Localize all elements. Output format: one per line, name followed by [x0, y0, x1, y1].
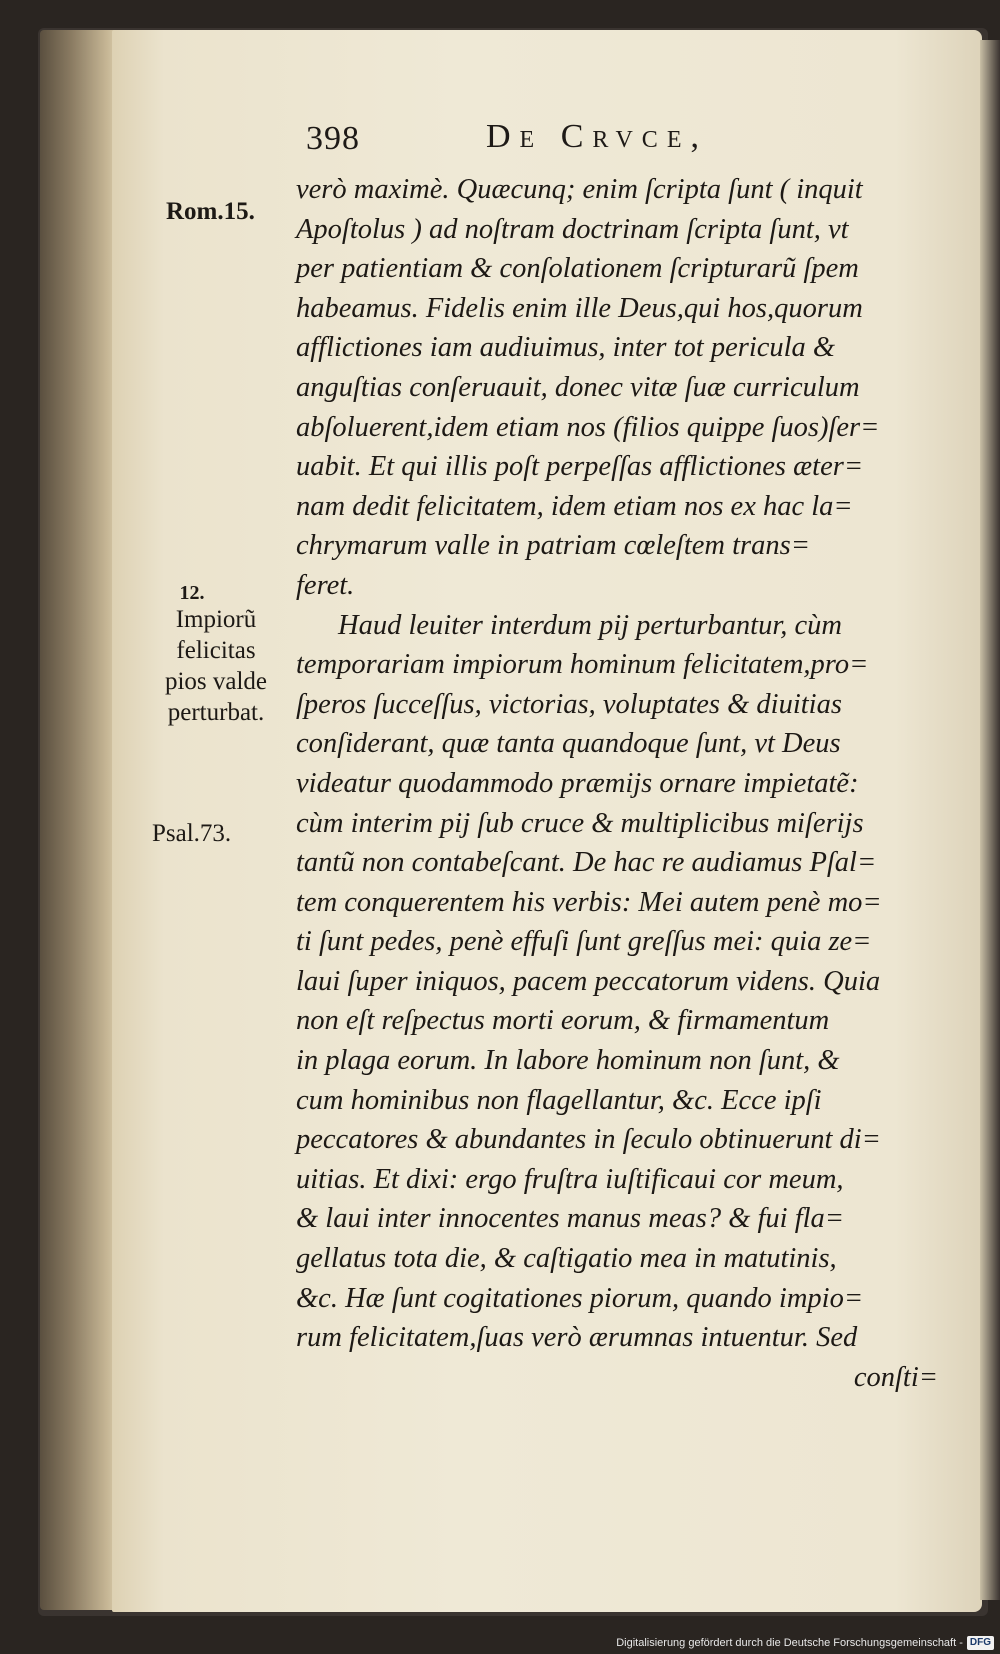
text-line: chrymarum valle in patriam cœleſtem trans= — [296, 530, 810, 562]
text-line: afflictiones iam audiuimus, inter tot pericula & — [296, 332, 836, 364]
text-line: & laui inter innocentes manus meas? & fui fla= — [296, 1203, 845, 1235]
catchword: conſti= — [853, 1361, 938, 1393]
margin-note-psal: Psal.73. — [152, 820, 232, 847]
text-line: temporariam impiorum hominum felicitatem,pro= — [296, 649, 869, 681]
running-head — [306, 118, 946, 162]
text-line: uabit. Et qui illis poſt perpeſſas afflictiones æter= — [296, 451, 864, 483]
text-line: cùm interim pij ſub cruce & multiplicibus miſerijs — [296, 807, 864, 839]
text-line: ti ſunt pedes, penè effuſi ſunt greſſus mei: quia ze= — [296, 926, 872, 958]
margin-note-line: Impiorũ — [175, 606, 257, 633]
text-line: tem conquerentem his verbis: Mei autem penè mo= — [296, 886, 882, 918]
body-text — [296, 170, 946, 1397]
margin-note-line: pios valde — [164, 668, 268, 695]
footer-text: Digitalisierung gefördert durch die Deutsche Forschungsgemeinschaft - — [616, 1637, 963, 1649]
margin-note-line: perturbat. — [167, 699, 265, 726]
text-line: per patientiam & conſolationem ſcripturarũ ſpem — [296, 253, 859, 285]
text-line: conſiderant, quæ tanta quandoque ſunt, vt Deus — [296, 728, 841, 760]
paragraph-start-line: Haud leuiter interdum pij perturbantur, cùm — [338, 609, 842, 641]
text-line: non eſt reſpectus morti eorum, & firmamentum — [296, 1005, 830, 1037]
text-line: abſoluerent,idem etiam nos (filios quippe ſuos)ſer= — [296, 411, 880, 443]
text-line: peccatores & abundantes in ſeculo obtinuerunt di= — [296, 1124, 881, 1156]
text-line: laui ſuper iniquos, pacem peccatorum videns. Quia — [296, 965, 881, 997]
page-edge-right — [980, 40, 1000, 1600]
margin-note-impiorum — [152, 582, 280, 728]
margin-note-rom: Rom.15. — [166, 198, 255, 225]
page-number: 398 — [306, 120, 360, 157]
text-line: anguſtias conſeruauit, donec vitæ ſuæ curriculum — [296, 371, 860, 403]
dfg-logo: DFG — [967, 1636, 994, 1650]
section-number: 12. — [179, 582, 205, 604]
text-line: verò maximè. Quæcunq; enim ſcripta ſunt ( inquit — [296, 174, 863, 205]
page-edge-left — [40, 30, 118, 1610]
text-line: nam dedit felicitatem, idem etiam nos ex hac la= — [296, 490, 853, 522]
text-line: cum hominibus non flagellantur, &c. Ecce ipſi — [296, 1084, 822, 1116]
text-line: in plaga eorum. In labore hominum non ſunt, & — [296, 1045, 840, 1077]
text-line: habeamus. Fidelis enim ille Deus,qui hos,quorum — [296, 292, 863, 324]
text-line: &c. Hæ ſunt cogitationes piorum, quando impio= — [296, 1282, 864, 1314]
text-line: ſperos ſucceſſus, victorias, voluptates & diuitias — [296, 688, 842, 720]
text-line: tantũ non contabeſcant. De hac re audiamus Pſal= — [296, 847, 877, 879]
footer-credit — [616, 1634, 994, 1652]
text-line: Apoſtolus ) ad noſtram doctrinam ſcripta ſunt, vt — [296, 213, 849, 245]
text-line: gellatus tota die, & caſtigatio mea in matutinis, — [296, 1243, 837, 1275]
text-line: videatur quodammodo præmijs ornare impietatẽ: — [296, 767, 859, 799]
text-line: rum felicitatem,ſuas verò ærumnas intuentur. Sed — [296, 1322, 858, 1354]
text-line: uitias. Et dixi: ergo fruſtra iuſtificaui cor meum, — [296, 1163, 844, 1195]
running-title: De Crvce, — [486, 118, 708, 155]
text-line: feret. — [296, 569, 355, 601]
margin-note-line: felicitas — [176, 637, 256, 664]
